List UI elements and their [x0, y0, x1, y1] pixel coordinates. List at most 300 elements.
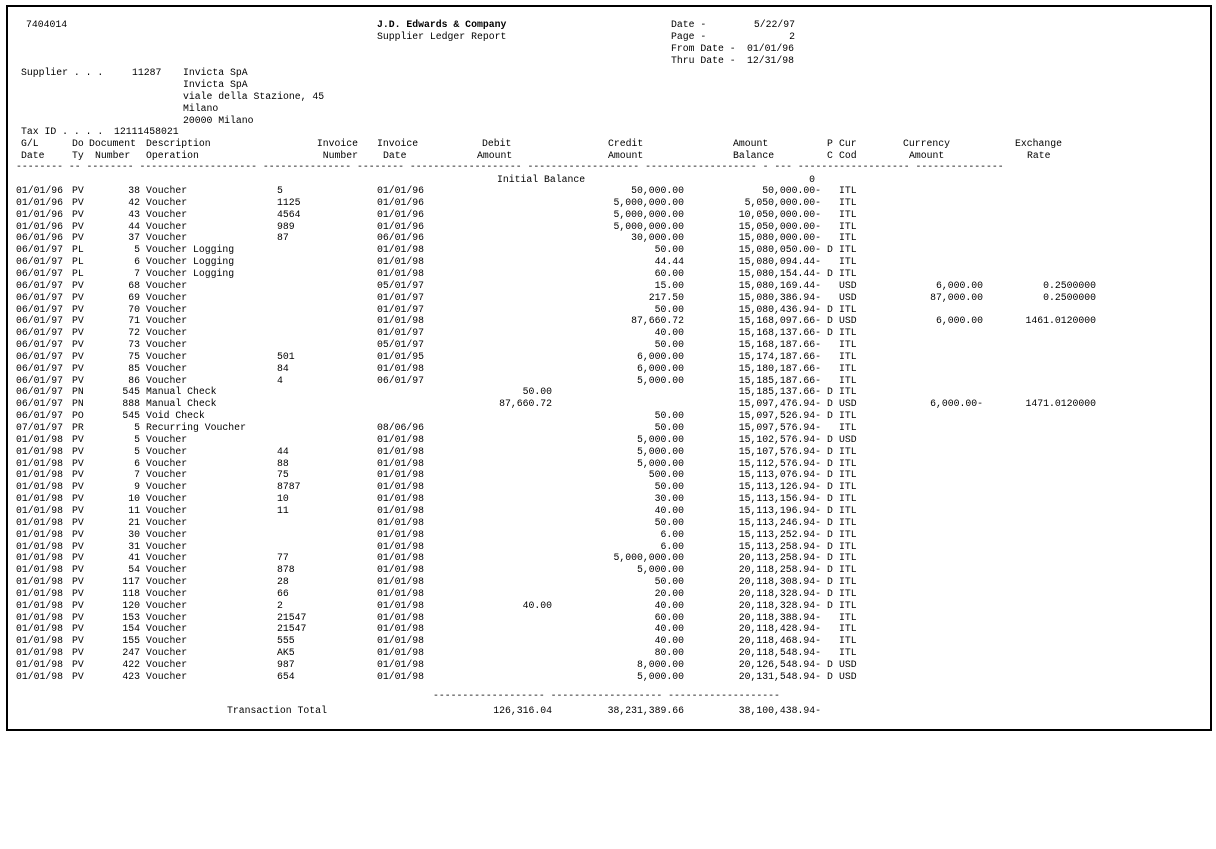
col-doc-type-2: Ty	[72, 150, 84, 161]
doc-type: PL	[72, 267, 84, 279]
doc-type: PV	[72, 339, 84, 351]
supplier-number: 11287	[132, 67, 162, 78]
supplier-label: Supplier . . .	[21, 67, 104, 78]
gl-date: 01/01/96	[16, 196, 64, 208]
invoice-date: 06/01/96	[377, 232, 425, 244]
doc-type: PO	[72, 410, 84, 422]
currency-code: ITL	[839, 540, 857, 552]
gl-date: 01/01/98	[16, 623, 64, 635]
invoice-number: 555	[277, 635, 295, 647]
gl-date: 06/01/97	[16, 374, 64, 386]
credit-amount: 6,000.00	[636, 350, 684, 362]
invoice-date: 01/01/98	[377, 504, 425, 516]
currency-code: USD	[839, 279, 857, 291]
doc-number: 71	[128, 315, 140, 327]
doc-number: 10	[128, 493, 140, 505]
doc-number: 117	[122, 576, 140, 588]
currency-code: ITL	[839, 564, 857, 576]
col-invoice-date-2: Date	[383, 150, 407, 161]
invoice-date: 01/01/98	[377, 457, 425, 469]
invoice-number: 1125	[277, 196, 301, 208]
gl-date: 01/01/98	[16, 504, 64, 516]
invoice-date: 06/01/97	[377, 374, 425, 386]
credit-amount: 40.00	[654, 327, 684, 339]
invoice-number: 654	[277, 670, 295, 682]
amount-balance: 15,097,476.94-	[738, 398, 821, 410]
gl-date: 06/01/97	[16, 398, 64, 410]
amount-balance: 15,113,252.94-	[738, 528, 821, 540]
amount-balance: 20,118,328.94-	[738, 599, 821, 611]
header-separator: -------- -- -------- -------------------- --------------- -------- ------------------- ------------------- ------------------- - --- ------------------- ---------------	[16, 161, 1004, 172]
ledger-row	[0, 600, 1216, 612]
invoice-number: 84	[277, 362, 289, 374]
currency-code: ITL	[839, 232, 857, 244]
ledger-row	[0, 576, 1216, 588]
description: Voucher	[146, 208, 188, 220]
doc-type: PV	[72, 350, 84, 362]
credit-amount: 30,000.00	[631, 232, 684, 244]
currency-code: ITL	[839, 386, 857, 398]
total-credit: 38,231,389.66	[607, 705, 684, 716]
pc-flag: D	[827, 267, 833, 279]
gl-date: 01/01/98	[16, 647, 64, 659]
ledger-row	[0, 623, 1216, 635]
ledger-row	[0, 647, 1216, 659]
transaction-total-label: Transaction Total	[227, 705, 327, 716]
invoice-number: 8787	[277, 481, 301, 493]
ledger-row	[0, 446, 1216, 458]
amount-balance: 15,185,187.66-	[738, 374, 821, 386]
credit-amount: 50.00	[654, 481, 684, 493]
doc-type: PV	[72, 232, 84, 244]
doc-number: 72	[128, 327, 140, 339]
pc-flag: D	[827, 303, 833, 315]
invoice-date: 01/01/98	[377, 481, 425, 493]
credit-amount: 50.00	[654, 410, 684, 422]
amount-balance: 15,168,187.66-	[738, 339, 821, 351]
amount-balance: 15,180,187.66-	[738, 362, 821, 374]
ledger-row	[0, 659, 1216, 671]
doc-type: PV	[72, 611, 84, 623]
currency-code: ITL	[839, 362, 857, 374]
credit-amount: 50.00	[654, 516, 684, 528]
invoice-number: 87	[277, 232, 289, 244]
pc-flag: D	[827, 564, 833, 576]
amount-balance: 15,113,258.94-	[738, 540, 821, 552]
invoice-date: 01/01/98	[377, 576, 425, 588]
col-pc-2: C	[827, 150, 833, 161]
doc-type: PV	[72, 552, 84, 564]
amount-balance: 15,113,126.94-	[738, 481, 821, 493]
ledger-row	[0, 564, 1216, 576]
invoice-date: 01/01/98	[377, 564, 425, 576]
col-invoice-date-1: Invoice	[377, 138, 419, 149]
invoice-date: 01/01/98	[377, 611, 425, 623]
invoice-number: 987	[277, 659, 295, 670]
invoice-date: 05/01/97	[377, 339, 425, 351]
currency-code: ITL	[839, 220, 857, 232]
amount-balance: 10,050,000.00-	[738, 208, 821, 220]
doc-number: 75	[128, 350, 140, 362]
currency-code: ITL	[839, 339, 857, 351]
supplier-name-line-2: Invicta SpA	[183, 79, 248, 90]
doc-type: PL	[72, 244, 84, 256]
invoice-date: 01/01/98	[377, 362, 425, 374]
pc-flag: D	[827, 445, 833, 457]
ledger-row	[0, 304, 1216, 316]
description: Voucher	[146, 350, 188, 362]
credit-amount: 5,000,000.00	[613, 208, 684, 220]
doc-type: PV	[72, 469, 84, 481]
ledger-row	[0, 612, 1216, 624]
description: Voucher	[146, 540, 188, 552]
credit-amount: 50.00	[654, 339, 684, 351]
invoice-date: 01/01/98	[377, 552, 425, 564]
description: Voucher	[146, 362, 188, 374]
description: Voucher	[146, 564, 188, 576]
currency-code: ITL	[839, 599, 857, 611]
doc-number: 7	[134, 267, 140, 279]
ledger-row	[0, 209, 1216, 221]
currency-code: ITL	[839, 256, 857, 268]
currency-code: USD	[839, 398, 857, 410]
currency-code: ITL	[839, 576, 857, 588]
col-currency-amount-2: Amount	[909, 150, 945, 161]
supplier-name-line-1: Invicta SpA	[183, 67, 248, 78]
report-date: 5/22/97	[753, 19, 795, 30]
credit-amount: 5,000,000.00	[613, 220, 684, 232]
description: Voucher	[146, 552, 188, 564]
currency-code: ITL	[839, 208, 857, 220]
ledger-row	[0, 541, 1216, 553]
credit-amount: 40.00	[654, 635, 684, 647]
description: Voucher	[146, 339, 188, 351]
credit-amount: 50.00	[654, 244, 684, 256]
thru-date-label: Thru Date -	[671, 55, 736, 66]
doc-number: 9	[134, 481, 140, 493]
from-date-value: 01/01/96	[747, 43, 795, 54]
description: Voucher	[146, 232, 188, 244]
exchange-rate: 1471.0120000	[1025, 398, 1096, 410]
doc-number: 888	[122, 398, 140, 410]
currency-code: ITL	[839, 587, 857, 599]
invoice-date: 01/01/98	[377, 670, 425, 682]
credit-amount: 6.00	[660, 540, 684, 552]
amount-balance: 15,168,137.66-	[738, 327, 821, 339]
invoice-number: 11	[277, 504, 289, 516]
col-balance-1: Amount	[733, 138, 769, 149]
description: Recurring Voucher	[146, 422, 246, 433]
col-cur-1: Cur	[839, 138, 857, 149]
ledger-row	[0, 529, 1216, 541]
exchange-rate: 1461.0120000	[1025, 315, 1096, 327]
credit-amount: 15.00	[654, 279, 684, 291]
invoice-number: 5	[277, 185, 283, 196]
doc-number: 86	[128, 374, 140, 386]
invoice-date: 01/01/96	[377, 208, 425, 220]
doc-type: PV	[72, 185, 84, 196]
doc-number: 85	[128, 362, 140, 374]
gl-date: 06/01/97	[16, 410, 64, 422]
currency-code: USD	[839, 659, 857, 670]
description: Voucher	[146, 185, 188, 196]
ledger-row	[0, 232, 1216, 244]
invoice-date: 01/01/98	[377, 493, 425, 505]
invoice-date: 01/01/98	[377, 267, 425, 279]
doc-type: PV	[72, 587, 84, 599]
pc-flag: D	[827, 587, 833, 599]
pc-flag: D	[827, 433, 833, 445]
doc-number: 545	[122, 410, 140, 422]
invoice-date: 01/01/97	[377, 303, 425, 315]
description: Voucher	[146, 576, 188, 588]
credit-amount: 80.00	[654, 647, 684, 659]
pc-flag: D	[827, 504, 833, 516]
amount-balance: 5,050,000.00-	[744, 196, 821, 208]
amount-balance: 15,102,576.94-	[738, 433, 821, 445]
description: Void Check	[146, 410, 205, 422]
program-id: 7404014	[26, 19, 68, 30]
currency-code: ITL	[839, 552, 857, 564]
doc-type: PN	[72, 398, 84, 410]
tax-id-label: Tax ID . . . .	[21, 126, 104, 137]
doc-number: 6	[134, 256, 140, 268]
gl-date: 06/01/97	[16, 303, 64, 315]
invoice-number: 21547	[277, 623, 307, 635]
pc-flag: D	[827, 576, 833, 588]
invoice-number: 10	[277, 493, 289, 505]
invoice-date: 01/01/98	[377, 528, 425, 540]
amount-balance: 15,112,576.94-	[738, 457, 821, 469]
amount-balance: 15,080,154.44-	[738, 267, 821, 279]
doc-number: 5	[134, 244, 140, 256]
doc-number: 69	[128, 291, 140, 303]
doc-number: 38	[128, 185, 140, 196]
pc-flag: D	[827, 327, 833, 339]
description: Voucher	[146, 445, 188, 457]
amount-balance: 15,113,246.94-	[738, 516, 821, 528]
gl-date: 06/01/97	[16, 362, 64, 374]
ledger-row	[0, 339, 1216, 351]
credit-amount: 5,000.00	[636, 670, 684, 682]
report-title: Supplier Ledger Report	[377, 31, 507, 42]
invoice-number: 44	[277, 445, 289, 457]
gl-date: 06/01/97	[16, 256, 64, 268]
description: Voucher	[146, 469, 188, 481]
description: Voucher	[146, 659, 188, 670]
invoice-number: 75	[277, 469, 289, 481]
invoice-date: 01/01/97	[377, 327, 425, 339]
invoice-date: 01/01/96	[377, 196, 425, 208]
amount-balance: 15,050,000.00-	[738, 220, 821, 232]
invoice-date: 05/01/97	[377, 279, 425, 291]
amount-balance: 15,080,094.44-	[738, 256, 821, 268]
doc-number: 41	[128, 552, 140, 564]
doc-type: PV	[72, 279, 84, 291]
total-debit: 126,316.04	[493, 705, 552, 716]
description: Voucher	[146, 647, 188, 659]
credit-amount: 50.00	[654, 303, 684, 315]
gl-date: 06/01/97	[16, 244, 64, 256]
gl-date: 06/01/97	[16, 327, 64, 339]
pc-flag: D	[827, 386, 833, 398]
doc-type: PV	[72, 576, 84, 588]
currency-code: ITL	[839, 504, 857, 516]
invoice-date: 01/01/98	[377, 623, 425, 635]
doc-number: 31	[128, 540, 140, 552]
doc-number: 422	[122, 659, 140, 670]
amount-balance: 20,118,328.94-	[738, 587, 821, 599]
pc-flag: D	[827, 398, 833, 410]
currency-code: ITL	[839, 350, 857, 362]
invoice-date: 01/01/98	[377, 599, 425, 611]
date-label: Date -	[671, 19, 707, 30]
doc-type: PV	[72, 457, 84, 469]
doc-number: 30	[128, 528, 140, 540]
col-description-1: Description	[146, 138, 211, 149]
amount-balance: 15,080,050.00-	[738, 244, 821, 256]
credit-amount: 5,000,000.00	[613, 552, 684, 564]
description: Voucher	[146, 433, 188, 445]
amount-balance: 15,113,156.94-	[738, 493, 821, 505]
doc-number: 5	[134, 433, 140, 445]
doc-number: 154	[122, 623, 140, 635]
doc-type: PV	[72, 659, 84, 670]
col-invoice-number-2: Number	[322, 150, 358, 161]
ledger-row	[0, 434, 1216, 446]
doc-type: PV	[72, 291, 84, 303]
col-description-2: Operation	[146, 150, 199, 161]
invoice-date: 01/01/98	[377, 659, 425, 670]
doc-type: PL	[72, 256, 84, 268]
amount-balance: 15,080,386.94-	[738, 291, 821, 303]
doc-type: PV	[72, 433, 84, 445]
gl-date: 01/01/98	[16, 635, 64, 647]
gl-date: 01/01/96	[16, 185, 64, 196]
description: Manual Check	[146, 398, 217, 410]
doc-type: PV	[72, 196, 84, 208]
description: Voucher	[146, 374, 188, 386]
col-credit-1: Credit	[608, 138, 644, 149]
col-doc-number-1: Document	[89, 138, 137, 149]
col-currency-amount-1: Currency	[903, 138, 951, 149]
pc-flag: D	[827, 469, 833, 481]
description: Voucher	[146, 291, 188, 303]
invoice-number: 2	[277, 599, 283, 611]
doc-type: PV	[72, 327, 84, 339]
credit-amount: 500.00	[648, 469, 684, 481]
col-debit-1: Debit	[482, 138, 512, 149]
pc-flag: D	[827, 244, 833, 256]
initial-balance-value: 0	[809, 174, 815, 185]
currency-code: ITL	[839, 185, 857, 196]
currency-code: ITL	[839, 445, 857, 457]
page-number: 2	[789, 31, 795, 42]
gl-date: 01/01/98	[16, 433, 64, 445]
ledger-row	[0, 197, 1216, 209]
invoice-date: 01/01/98	[377, 516, 425, 528]
doc-number: 247	[122, 647, 140, 659]
description: Voucher	[146, 635, 188, 647]
ledger-row	[0, 481, 1216, 493]
gl-date: 01/01/98	[16, 528, 64, 540]
doc-number: 54	[128, 564, 140, 576]
col-invoice-number-1: Invoice	[316, 138, 358, 149]
invoice-date: 01/01/98	[377, 433, 425, 445]
pc-flag: D	[827, 493, 833, 505]
amount-balance: 15,185,137.66-	[738, 386, 821, 398]
gl-date: 01/01/98	[16, 552, 64, 564]
doc-number: 73	[128, 339, 140, 351]
description: Voucher	[146, 516, 188, 528]
doc-number: 70	[128, 303, 140, 315]
gl-date: 01/01/96	[16, 208, 64, 220]
gl-date: 01/01/98	[16, 611, 64, 623]
doc-number: 5	[134, 445, 140, 457]
credit-amount: 217.50	[648, 291, 684, 303]
doc-type: PN	[72, 386, 84, 398]
invoice-number: 21547	[277, 611, 307, 623]
doc-type: PV	[72, 493, 84, 505]
doc-type: PV	[72, 220, 84, 232]
gl-date: 06/01/97	[16, 291, 64, 303]
debit-amount: 40.00	[522, 599, 552, 611]
description: Voucher	[146, 457, 188, 469]
invoice-date: 01/01/98	[377, 635, 425, 647]
doc-number: 21	[128, 516, 140, 528]
amount-balance: 20,118,388.94-	[738, 611, 821, 623]
doc-type: PR	[72, 422, 84, 433]
description: Voucher	[146, 315, 188, 327]
invoice-date: 01/01/97	[377, 291, 425, 303]
thru-date-value: 12/31/98	[747, 55, 795, 66]
gl-date: 01/01/98	[16, 564, 64, 576]
credit-amount: 60.00	[654, 611, 684, 623]
ledger-row	[0, 493, 1216, 505]
currency-code: USD	[839, 291, 857, 303]
invoice-date: 01/01/96	[377, 185, 425, 196]
gl-date: 07/01/97	[16, 422, 64, 433]
currency-code: ITL	[839, 374, 857, 386]
description: Voucher Logging	[146, 244, 235, 256]
doc-type: PV	[72, 445, 84, 457]
ledger-row	[0, 221, 1216, 233]
amount-balance: 20,118,258.94-	[738, 564, 821, 576]
description: Voucher	[146, 303, 188, 315]
invoice-date: 01/01/98	[377, 445, 425, 457]
amount-balance: 20,118,428.94-	[738, 623, 821, 635]
credit-amount: 60.00	[654, 267, 684, 279]
ledger-row	[0, 256, 1216, 268]
gl-date: 06/01/97	[16, 350, 64, 362]
doc-type: PV	[72, 670, 84, 682]
gl-date: 01/01/98	[16, 493, 64, 505]
gl-date: 06/01/97	[16, 267, 64, 279]
invoice-date: 08/06/96	[377, 422, 425, 433]
col-gl-date-1: G/L	[21, 138, 39, 149]
currency-amount: 87,000.00	[930, 291, 983, 303]
currency-amount: 6,000.00	[935, 279, 983, 291]
debit-amount: 50.00	[522, 386, 552, 398]
description: Voucher	[146, 220, 188, 232]
invoice-date: 01/01/98	[377, 256, 425, 268]
ledger-row	[0, 552, 1216, 564]
doc-type: PV	[72, 362, 84, 374]
tax-id-value: 12111458021	[114, 126, 179, 137]
gl-date: 01/01/98	[16, 516, 64, 528]
amount-balance: 20,113,258.94-	[738, 552, 821, 564]
credit-amount: 5,000.00	[636, 564, 684, 576]
